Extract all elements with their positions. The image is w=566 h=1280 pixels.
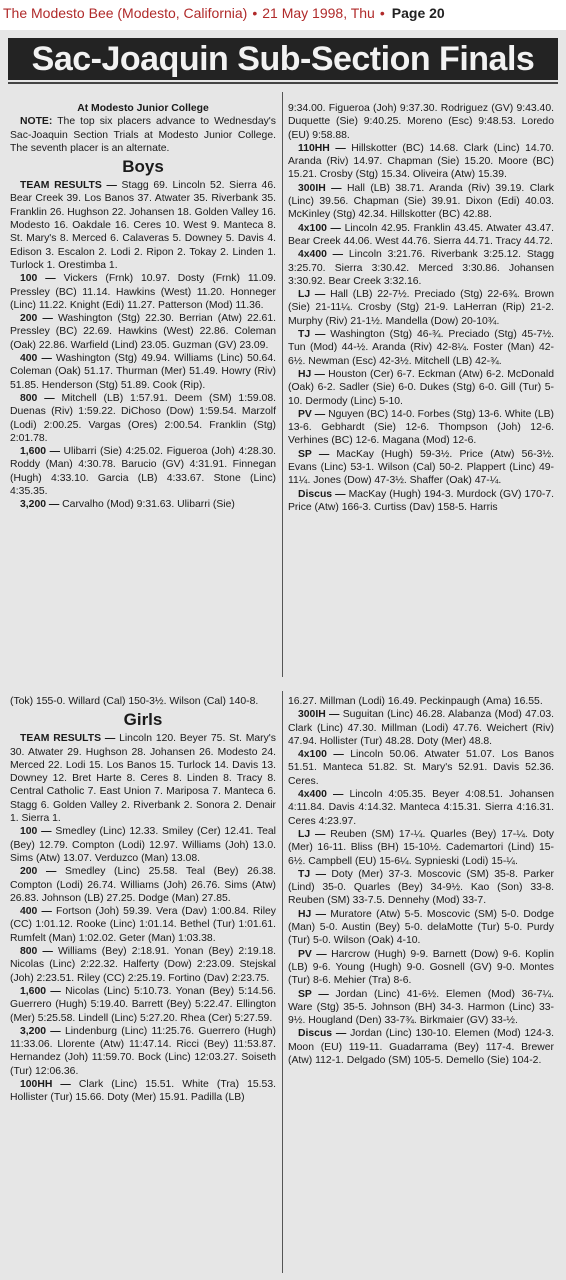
girls-100hh: 100HH — Clark (Linc) 15.51. White (Tra) 15.53. Hollister (Tur) 15.66. Doty (Mer) 15.91. Padilla (LB) [10,1079,276,1104]
girls-400: 400 — Fortson (Joh) 59.39. Vera (Dav) 1:00.84. Riley (CC) 1:01.12. Rooke (Linc) 1:01.14. Bethel (Tur) 1:01.61. Rumfelt (Man) 1:02.02. Geter (Man) 1:03.38. [10,906,276,944]
boys-400: 400 — Washington (Stg) 49.94. Williams (Linc) 50.64. Coleman (Oak) 51.17. Thurman (Mer) 51.49. Howry (Riv) 51.85. Henderson (Stg) 51.89. Cook (Rip). [10,353,276,391]
section-heading-boys: Boys [122,157,164,177]
girls-discus: Discus — Jordan (Linc) 130-10. Elemen (Mod) 124-3. Moon (EU) 119-11. Guadarrama (Bey) 117-4. Brewer (Atw) 112-1. Delgado (SM) 105-5. Demello (Sie) 104-2. [288,1028,554,1067]
girls-1600: 1,600 — Nicolas (Linc) 5:10.73. Yonan (Bey) 5:14.56. Guerrero (Hugh) 5:19.40. Barrett (Bey) 5:22.47. Ellington (Mer) 5:25.58. Lindell (Linc) 5:27.20. Rhea (Cer) 5:27.59. [10,985,276,1024]
boys-discus: Discus — MacKay (Hugh) 194-3. Murdock (GV) 170-7. Price (Atw) 166-3. Curtiss (Dav) 158-5. Harris [288,488,554,513]
girls-shot-put: SP — Jordan (Linc) 41-6½. Elemen (Mod) 36-7¼. Ware (Stg) 35-5. Johnson (BH) 34-3. Harmon (Linc) 33-9½. Hougland (Den) 33-7¾. Birkmaier (GV) 33-½. [288,988,554,1027]
headline-banner: Sac-Joaquin Sub-Section Finals [8,38,558,80]
girls-pole-vault: PV — Harcrow (Hugh) 9-9. Barnett (Dow) 9-6. Koplin (LB) 9-6. Young (Hugh) 9-0. Gosnell (GV) 9-0. Montes (Tur) 8-6. Mehier (Tra) 8-6. [288,948,554,987]
separator-dot: • [252,5,258,21]
boys-300ih: 300IH — Hall (LB) 38.71. Aranda (Riv) 39.19. Clark (Linc) 39.56. Chapman (Sie) 39.91. Dixon (Edi) 40.03. McKinley (Stg) 42.34. Hillskotter (BC) 42.88. [288,182,554,221]
girls-800: 800 — Williams (Bey) 2:18.91. Yonan (Bey) 2:19.18. Nicolas (Linc) 2:22.32. Halferty (Dow) 2:23.09. Stejskal (Joh) 2:23.51. Riley (CC) 2:25.19. Fortino (Dav) 2:23.75. [10,946,276,984]
boys-1600: 1,600 — Ulibarri (Sie) 4:25.02. Figueroa (Joh) 4:28.30. Roddy (Man) 4:30.78. Barucio (GV) 4:31.91. Finnegan (Hugh) 4:33.10. Garcia (LB) 4:33.67. Stone (Linc) 4:35.35. [10,446,276,498]
page-number: Page 20 [391,5,445,21]
results-column-right [288,102,554,514]
girls-200: 200 — Smedley (Linc) 25.58. Teal (Bey) 26.38. Compton (Lodi) 26.74. Williams (Joh) 26.76. Sims (Atw) 26.83. Johnson (LB) 27.25. Dodge (Man) 27.85. [10,866,276,904]
boys-110hh: 110HH — Hillskotter (BC) 14.68. Clark (Linc) 14.70. Aranda (Riv) 14.97. Chapman (Sie) 15.20. Moore (BC) 15.21. Crosby (Stg) 15.34. Oliveira (Atw) 15.39. [288,142,554,181]
clipping-part-1 [0,30,566,685]
boys-4x100: 4x100 — Lincoln 42.95. Franklin 43.45. Atwater 43.47. Bear Creek 44.06. West 44.76. Sierra 44.71. Tracy 44.72. [288,222,554,247]
clipping-header [0,0,503,26]
separator-dot: • [379,5,385,21]
boys-shot-put: SP — MacKay (Hugh) 59-3½. Price (Atw) 56-3½. Evans (Linc) 53-1. Wilson (Cal) 50-2. Plappert (Linc) 49-11¼. Jones (Dow) 47-3½. Shaffer (Oak) 47-¼. [288,448,554,487]
girls-3200: 3,200 — Lindenburg (Linc) 11:25.76. Guerrero (Hugh) 11:33.06. Llorente (Atw) 11:47.14. Ricci (Bey) 11:53.87. Hernandez (Joh) 11:59.70. Bock (Linc) 12:03.27. Soiseth (Tur) 12:06.36. [10,1025,276,1077]
location-line: At Modesto Junior College [77,103,209,114]
boys-team-results: TEAM RESULTS — Stagg 69. Lincoln 52. Sierra 46. Bear Creek 39. Los Banos 37. Atwater 35. Riverbank 35. Franklin 26. Hughson 22. Johansen 18. Golden Valley 16. Modesto 16. Oakdale 16. Ceres 10. West 9. Manteca 8. St. Mary's 8. Merced 6. Calaveras 5. Downey 5. Davis 4. Edison 3. Escalon 2. Lodi 2. Ripon 2. Tokay 2. Linden 1. Turlock 1. Orestimba 1. [10,180,276,271]
girls-triple-jump: TJ — Doty (Mer) 37-3. Moscovic (SM) 35-8. Parker (Lind) 35-0. Quarles (Bey) 34-9½. Kao (Son) 33-8. Reuben (SM) 33-7.5. Dennehy (Mod) 33-7. [288,868,555,907]
note-paragraph: NOTE: The top six placers advance to Wednesday's Sac-Joaquin Section Trials at Modesto Junior College. The seventh placer is an alternate. [10,116,276,154]
boys-3200: 3,200 — Carvalho (Mod) 9:31.63. Ulibarri (Sie) [20,499,235,511]
boys-800: 800 — Mitchell (LB) 1:57.91. Deem (SM) 1:59.08. Duenas (Riv) 1:59.22. DiChoso (Dow) 1:59.54. Marzolf (Lodi) 2:00.25. Vargas (Ores) 2:00.54. Franklin (Stg) 2:01.78. [10,392,276,444]
boys-long-jump: LJ — Hall (LB) 22-7½. Preciado (Stg) 22-6¾. Brown (Sie) 21-11¼. Crosby (Stg) 21-9. LaHerran (Rip) 21-2. Murphy (Riv) 21-1½. Mandella (Dow) 20-10¾. [288,289,554,327]
girls-long-jump: LJ — Reuben (SM) 17-¼. Quarles (Bey) 17-¼. Doty (Mer) 16-11. Bliss (BH) 15-10½. Cademartori (Lind) 15-6½. Campbell (EU) 15-6¼. Sypnieski (Lodi) 15-¼. [288,828,554,867]
girls-4x100: 4x100 — Lincoln 50.06. Atwater 51.07. Los Banos 51.51. Manteca 51.82. St. Mary's 52.91. Davis 52.36. Ceres. [288,749,554,787]
girls-100: 100 — Smedley (Linc) 12.33. Smiley (Cer) 12.41. Teal (Bey) 12.79. Compton (Lodi) 12.97. Williams (Joh) 13.0. Sims (Atw) 13.07. Verduzco (Man) 13.08. [10,826,276,864]
boys-3200-continued: 9:34.00. Figueroa (Joh) 9:37.30. Rodriguez (GV) 9:43.40. Duquette (Sie) 9:40.25. Moreno (Esc) 9:48.53. Loredo (EU) 9:58.88. [288,103,554,141]
results-column-left [10,695,276,1105]
boys-200: 200 — Washington (Stg) 22.30. Berrian (Atw) 22.61. Pressley (BC) 22.69. Hawkins (West) 22.86. Coleman (Oak) 22.86. Warfield (Lind) 23.05. Guzman (GV) 23.09. [10,313,276,351]
boys-pole-vault: PV — Nguyen (BC) 14-0. Forbes (Stg) 13-6. White (LB) 13-6. Gebhardt (Sie) 12-6. Thompson (Joh) 12-6. Verhines (BC) 12-6. Magana (Mod) 12-6. [288,408,555,447]
boys-4x400: 4x400 — Lincoln 3:21.76. Riverbank 3:25.12. Stagg 3:25.70. Sierra 3:30.42. Merced 3:30.86. Johansen 3:30.92. Bear Creek 3:32.16. [288,249,555,287]
girls-4x400: 4x400 — Lincoln 4:05.35. Beyer 4:08.51. Johansen 4:11.84. Davis 4:14.32. Manteca 4:15.31. Sierra 4:16.31. Ceres 4:23.97. [288,789,555,827]
girls-high-jump: HJ — Muratore (Atw) 5-5. Moscovic (SM) 5-0. Dodge (Man) 5-0. Austin (Bey) 5-0. delaMotte (Tur) 5-0. Purdy (Tur) 5-0. Wilson (Oak) 4-10. [288,908,554,947]
date-link[interactable]: 21 May 1998, Thu [262,5,375,21]
publication-link[interactable]: The Modesto Bee (Modesto, California) [3,5,248,21]
boys-discus-continued: (Tok) 155-0. Willard (Cal) 150-3½. Wilson (Cal) 140-8. [10,696,259,707]
girls-300ih: 300IH — Suguitan (Linc) 46.28. Alabanza (Mod) 47.03. Clark (Linc) 47.30. Millman (Lodi) 47.76. Weichert (Riv) 47.94. Hollister (Tur) 48.28. Doty (Mer) 48.8. [288,709,554,747]
boys-triple-jump: TJ — Washington (Stg) 46-¾. Preciado (Stg) 45-7½. Tun (Mod) 44-½. Aranda (Riv) 42-8¼. Foster (Man) 42-6½. Newman (Esc) 42-3½. Mitchell (LB) 42-¾. [288,329,554,367]
boys-100: 100 — Vickers (Frnk) 10.97. Dosty (Frnk) 11.09. Pressley (BC) 11.14. Hawkins (West) 11.20. Honneger (Linc) 11.22. Knight (Edi) 11.27. Patterson (Mod) 11.36. [10,273,276,311]
results-column-right [288,695,554,1067]
girls-100hh-continued: 16.27. Millman (Lodi) 16.49. Peckinpaugh (Ama) 16.55. [288,696,543,707]
column-divider [282,92,283,677]
boys-high-jump: HJ — Houston (Cer) 6-7. Eckman (Atw) 6-2. McDonald (Oak) 6-2. Sadler (Sie) 6-0. Dukes (Stg) 6-0. Gill (Tur) 5-10. Dermody (Linc) 5-10. [288,368,554,407]
girls-team-results: TEAM RESULTS — Lincoln 120. Beyer 75. St. Mary's 30. Atwater 29. Hughson 28. Johansen 26. Modesto 24. Merced 22. Lodi 15. Los Banos 15. Turlock 14. Davis 13. Downey 12. Bret Harte 8. Ceres 8. Linden 8. Tracy 8. Central Catholic 7. East Union 7. Mariposa 7. Manteca 6. Stagg 6. Golden Valley 2. Riverbank 2. Sonora 2. Denair 1. Sierra 1. [10,733,276,825]
headline-rule [8,82,558,84]
results-column-left [10,102,276,512]
clipping-part-2 [0,685,566,1280]
column-divider [282,691,283,1273]
section-heading-girls: Girls [123,710,163,730]
